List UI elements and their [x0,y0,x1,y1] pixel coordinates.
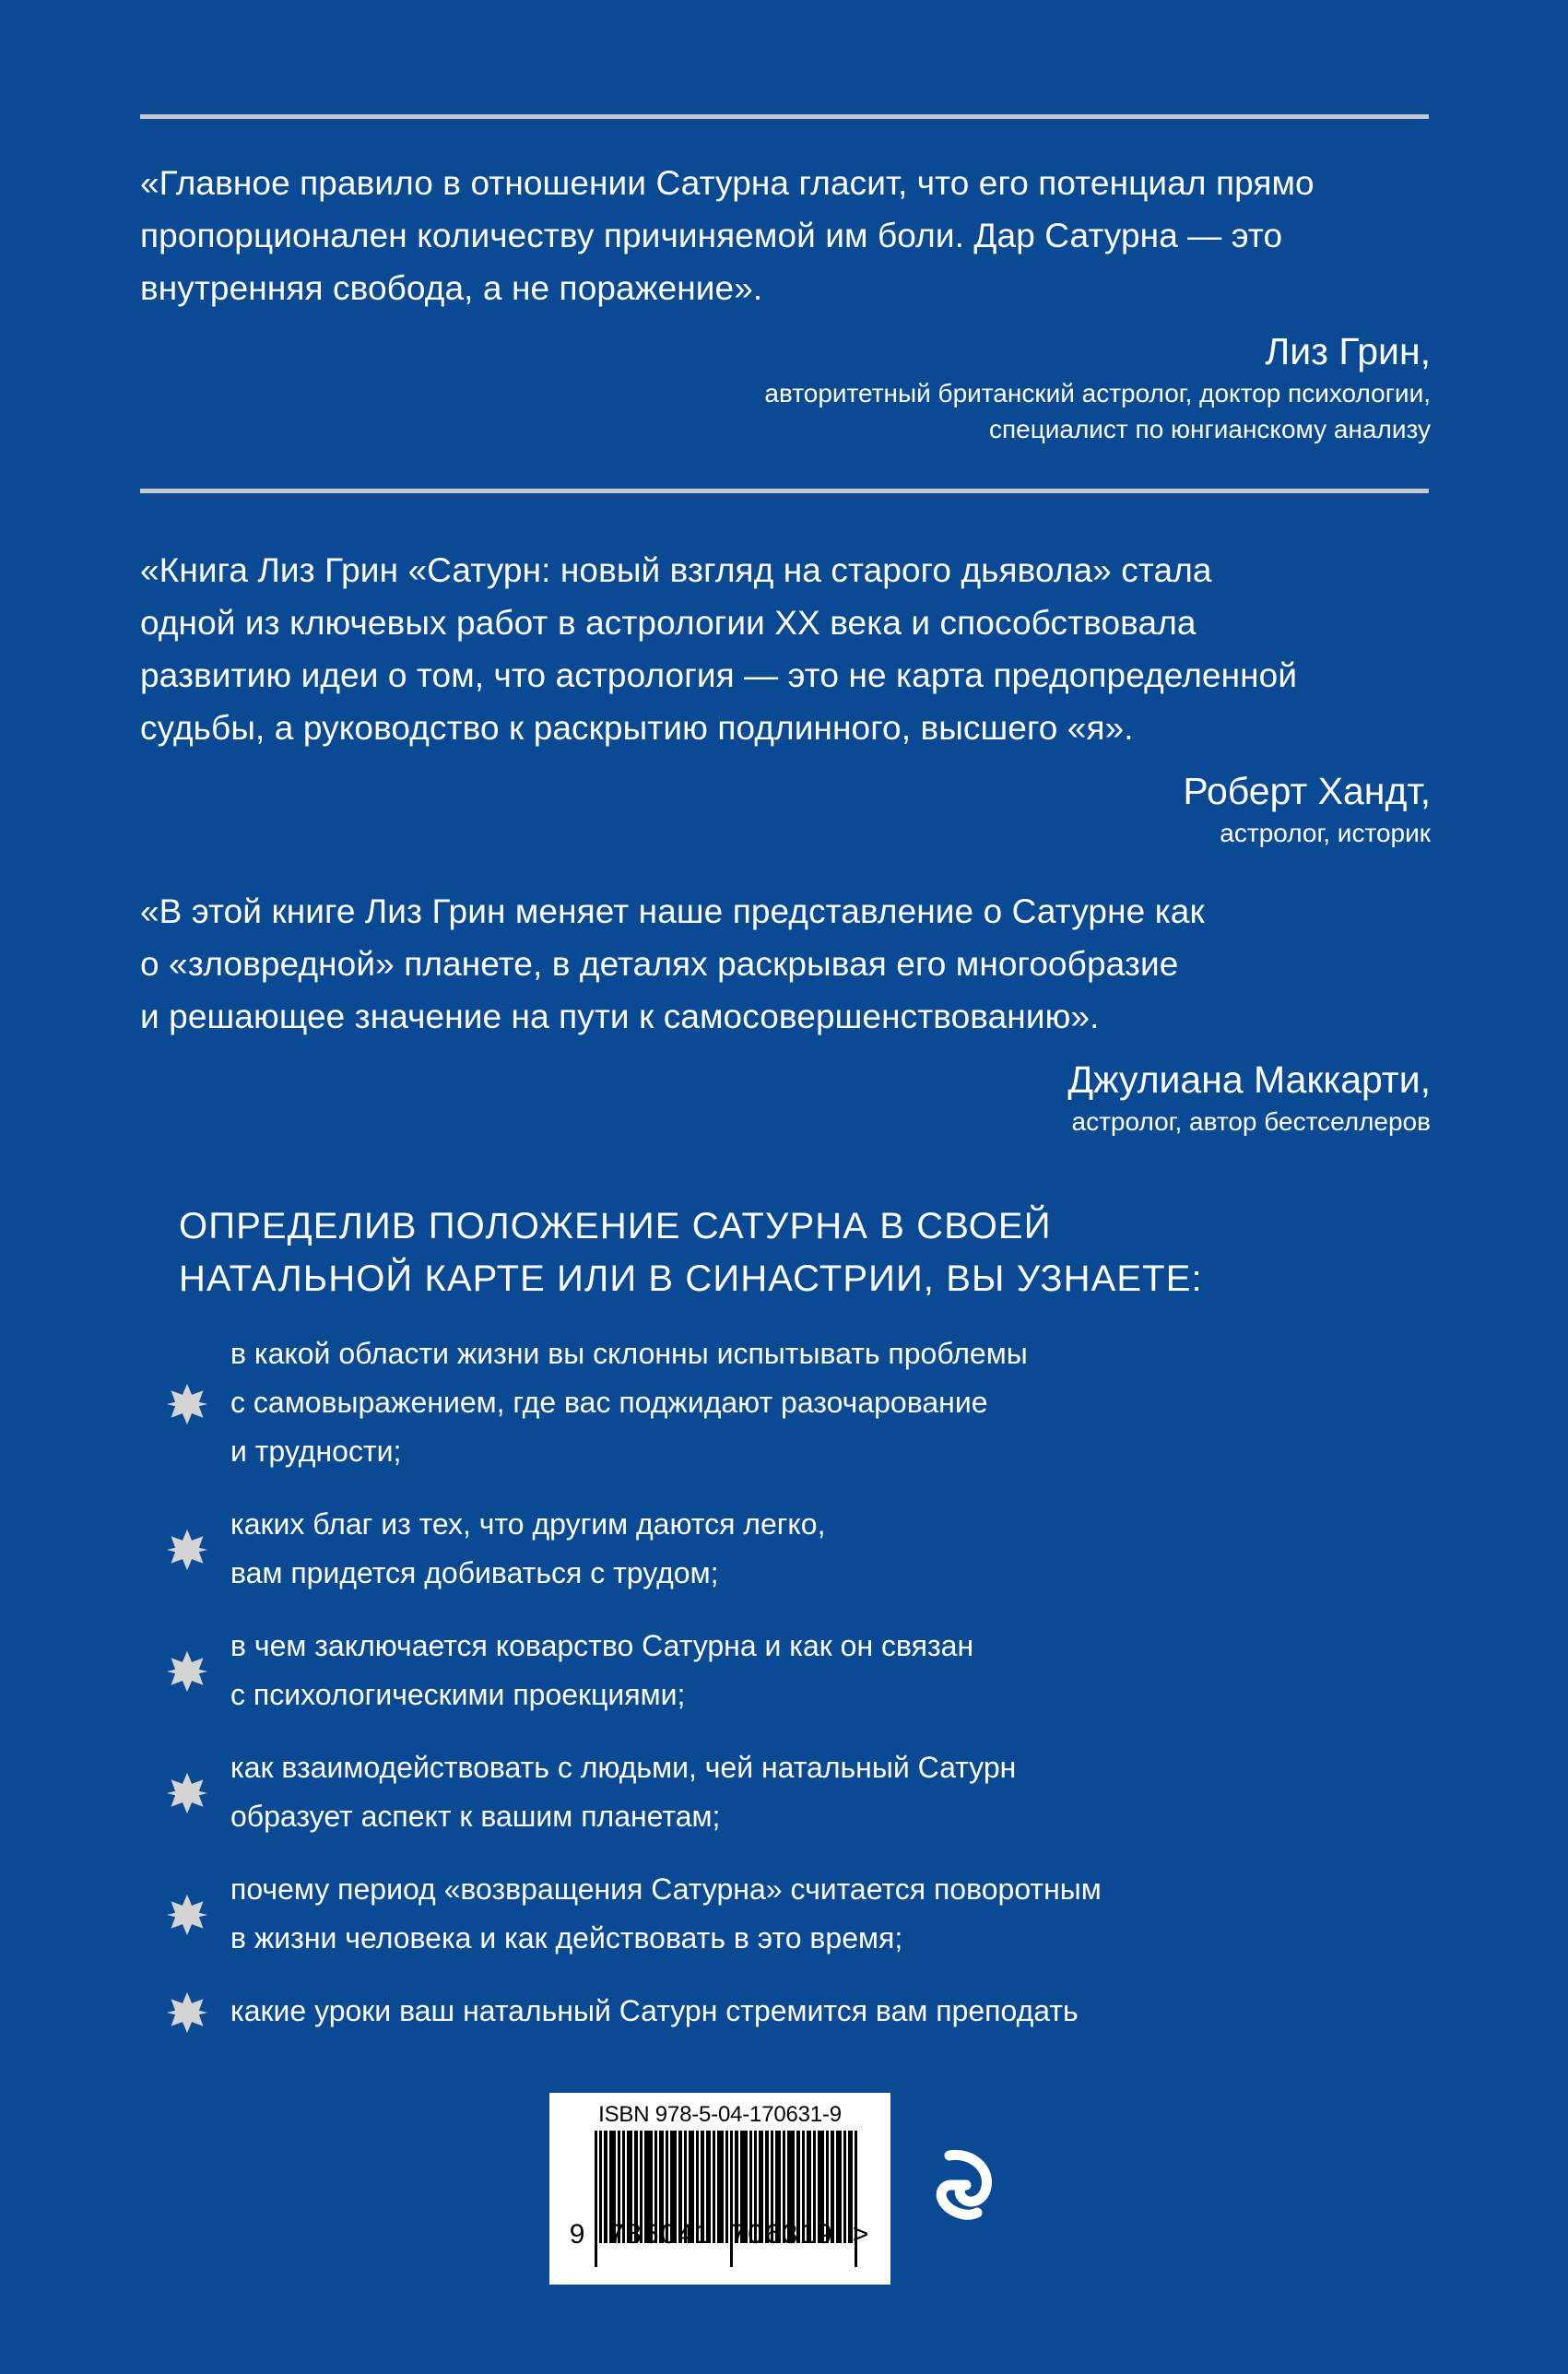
list-item-text [230,1622,973,1719]
quote-block-2 [140,544,1431,851]
quote-text-3 [140,885,1431,1043]
quote-block-1 [140,157,1431,447]
quote-block-3 [140,885,1431,1140]
quote-author-role [140,1104,1431,1140]
text-line: образует аспект к вашим планетам; [230,1800,721,1833]
list-item-text [230,1865,1102,1963]
list-item-text [230,1329,1028,1476]
eksmo-swirl-logo [929,2144,1007,2226]
list-item [166,1500,1438,1598]
quote-attribution-2 [140,767,1431,851]
eight-point-star-icon [166,1894,208,1936]
list-item-text [230,1500,825,1598]
quote-author-role [140,375,1431,447]
list-item-text [230,1987,1079,2036]
quote-text-1 [140,157,1431,314]
text-line: почему период «возвращения Сатурна» считается поворотным [230,1872,1102,1906]
divider-top [140,114,1429,119]
role-line: авторитетный британский астролог, доктор психологии, [764,379,1431,407]
quote-author-role [140,815,1431,851]
quote-author-name: Роберт Хандт, [1183,770,1431,812]
ean-digits [560,2219,879,2250]
eight-point-star-icon [166,1650,208,1693]
quote-author-name: Лиз Грин, [1265,330,1431,372]
eight-point-star-icon [166,1529,208,1571]
quote-line: «Книга Лиз Грин «Сатурн: новый взгляд на старого дьявола» стала [140,551,1212,589]
quote-line: развитию идеи о том, что астрология — это не карта предопределенной [140,656,1298,694]
text-line: в какой области жизни вы склонны испытывать проблемы [230,1337,1028,1370]
heading-line: НАТАЛЬНОЙ КАРТЕ ИЛИ В СИНАСТРИИ, ВЫ УЗНАЕТЕ: [179,1258,1203,1299]
eight-point-star-icon [166,1772,208,1814]
isbn-label: ISBN 978-5-04-170631-9 [598,2102,842,2127]
text-line: в жизни человека и как действовать в это время; [230,1921,903,1955]
text-line: с самовыражением, где вас поджидают разочарование [230,1386,988,1419]
eight-point-star-icon [166,1991,208,2034]
role-line: астролог, автор бестселлеров [1071,1107,1431,1136]
quote-line: и решающее значение на пути к самосовершенствованию». [140,998,1100,1035]
list-item [166,1865,1438,1963]
quote-attribution-3 [140,1056,1431,1140]
heading-line: ОПРЕДЕЛИВ ПОЛОЖЕНИЕ САТУРНА В СВОЕЙ [179,1206,1052,1246]
list-item [166,1329,1438,1476]
ean-lead-digit: 9 [569,2219,587,2250]
isbn-barcode [549,2093,890,2285]
quote-line: «Главное правило в отношении Сатурна гласит, что его потенциал прямо [140,164,1315,202]
text-line: вам придется добиваться с трудом; [230,1556,719,1589]
list-item [166,1743,1438,1841]
quote-text-2 [140,544,1431,754]
list-item [166,1622,1438,1719]
ean-group-1: 785041 [608,2219,713,2250]
ean-group-2: 706319 [730,2219,834,2250]
section-heading [179,1200,1432,1305]
text-line: с психологическими проекциями; [230,1678,686,1711]
quote-line: внутренняя свобода, а не поражение». [140,269,763,307]
quote-line: судьбы, а руководство к раскрытию подлинного, высшего «я». [140,709,1134,747]
text-line: каких благ из тех, что другим даются легко, [230,1507,826,1541]
benefits-list [166,1329,1438,2060]
quote-line: одной из ключевых работ в астрологии XX века и способствовала [140,604,1197,642]
role-line: специалист по юнгианскому анализу [988,415,1431,443]
quote-line: пропорционален количеству причиняемой им боли. Дар Сатурна — это [140,217,1283,254]
text-line: в чем заключается коварство Сатурна и как он связан [230,1629,974,1662]
text-line: как взаимодействовать с людьми, чей натальный Сатурн [230,1751,1017,1784]
quote-line: «В этой книге Лиз Грин меняет наше представление о Сатурне как [140,892,1205,930]
list-item-text [230,1743,1016,1841]
text-line: какие уроки ваш натальный Сатурн стремится вам преподать [230,1994,1079,2027]
ean-tail-marker: > [852,2219,871,2250]
quote-author-name: Джулиана Маккарти, [1067,1058,1431,1101]
quote-line: о «зловредной» планете, в деталях раскрывая его многообразие [140,945,1179,983]
text-line: и трудности; [230,1435,402,1468]
divider-middle [140,489,1429,493]
list-item [166,1987,1438,2036]
role-line: астролог, историк [1220,819,1431,847]
quote-attribution-1 [140,327,1431,447]
eight-point-star-icon [166,1383,208,1425]
